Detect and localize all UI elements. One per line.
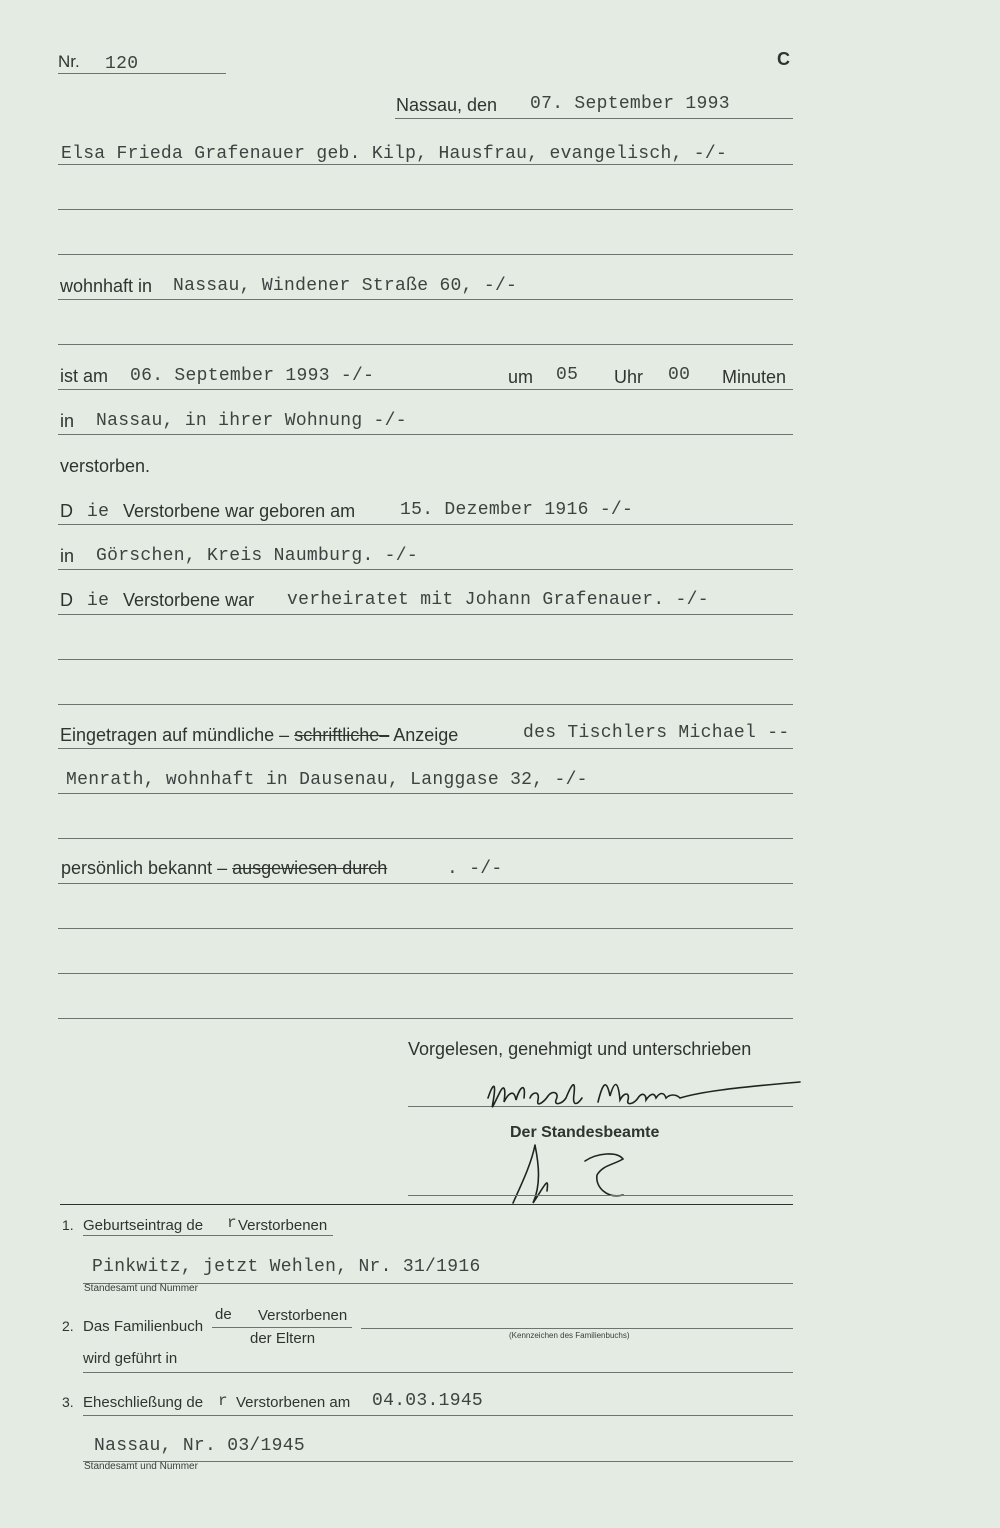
footnote-3-label: Eheschließung de (83, 1394, 204, 1411)
informant-underline (58, 793, 793, 794)
nr-label: Nr. (58, 52, 80, 71)
marital-label: Verstorbene war (123, 590, 255, 610)
struck-option: ausgewiesen durch (232, 858, 388, 878)
footnote-3-label-b: Verstorbenen am (236, 1394, 351, 1411)
footnote-1-number: 1. (62, 1217, 74, 1233)
footnote-2-label: Das Familienbuch (83, 1318, 204, 1335)
birth-label: Verstorbene war geboren am (123, 501, 356, 521)
struck-option: schriftliche– (294, 725, 390, 745)
footnote-2-option-parents: der Eltern (250, 1330, 316, 1347)
footnote-3-number: 3. (62, 1394, 74, 1410)
footnote-2-sub: (Kennzeichen des Familienbuchs) (509, 1331, 630, 1340)
birth-place-value: Görschen, Kreis Naumburg. -/- (96, 546, 418, 566)
footnote-1-fill: r (227, 1214, 237, 1232)
familienbuch-divider (212, 1327, 352, 1328)
familienbuch-id-line (361, 1328, 793, 1329)
nr-value: 120 (105, 54, 139, 74)
death-minute: 00 (668, 365, 691, 385)
marital-d-label: D (60, 590, 73, 610)
footnote-3-sub: Standesamt und Nummer (84, 1461, 198, 1472)
form-letter: C (777, 49, 790, 69)
identification-underline (58, 883, 793, 884)
footnote-1-label: Geburtseintrag de (83, 1217, 204, 1234)
birth-register-entry: Pinkwitz, jetzt Wehlen, Nr. 31/1916 (92, 1257, 481, 1277)
blank-line (58, 254, 793, 255)
identification-value: . -/- (447, 859, 503, 879)
name-underline (58, 164, 793, 165)
um-label: um (508, 367, 534, 387)
birth-ie-fill: ie (87, 502, 110, 522)
marriage-register-entry: Nassau, Nr. 03/1945 (94, 1436, 305, 1456)
informant-signature (470, 1068, 810, 1128)
section-divider (60, 1204, 793, 1205)
death-date-label: ist am (60, 366, 109, 386)
birth-place-label: in (60, 546, 75, 566)
registrar-label: Der Standesbeamte (510, 1124, 660, 1141)
footnote-2-number: 2. (62, 1318, 74, 1334)
blank-line (58, 838, 793, 839)
registrar-signature (505, 1135, 645, 1210)
blank-line (58, 209, 793, 210)
footnote-3-fill: r (218, 1392, 228, 1410)
blank-line (58, 928, 793, 929)
uhr-label: Uhr (614, 367, 644, 387)
footnote-3-label-underline (83, 1415, 793, 1416)
residence-label: wohnhaft in (60, 276, 153, 296)
record-date: 07. September 1993 (530, 94, 730, 114)
read-approved-label: Vorgelesen, genehmigt und unterschrieben (408, 1039, 752, 1059)
birth-place-underline (58, 569, 793, 570)
informant-line-2: Menrath, wohnhaft in Dausenau, Langgase 32, -/- (66, 770, 588, 790)
blank-line (58, 344, 793, 345)
birth-underline (58, 524, 793, 525)
verstorben-label: verstorben. (60, 456, 151, 476)
deceased-name: Elsa Frieda Grafenauer geb. Kilp, Hausfrau, evangelisch, -/- (61, 144, 728, 164)
registration-label: Eingetragen auf mündliche – schriftliche– Anzeige (60, 725, 459, 745)
footnote-1-label-b: Verstorbenen (238, 1217, 328, 1234)
footnote-2-de: de (215, 1306, 232, 1323)
death-place-underline (58, 434, 793, 435)
blank-line (58, 1018, 793, 1019)
registrar-signature-line (408, 1195, 793, 1196)
birth-d-label: D (60, 501, 73, 521)
blank-line (58, 659, 793, 660)
date-underline (395, 118, 793, 119)
death-date-underline (58, 389, 793, 390)
marital-value: verheiratet mit Johann Grafenauer. -/- (287, 590, 709, 610)
place-label: Nassau, den (396, 95, 498, 115)
footnote-1-sub: Standesamt und Nummer (84, 1283, 198, 1294)
death-place-label: in (60, 411, 75, 431)
birth-date-value: 15. Dezember 1916 -/- (400, 500, 634, 520)
death-place-value: Nassau, in ihrer Wohnung -/- (96, 411, 407, 431)
footnote-2-option-deceased: Verstorbenen (258, 1307, 348, 1324)
marital-underline (58, 614, 793, 615)
footnote-2-label-b: wird geführt in (83, 1350, 178, 1367)
informant-line-1: des Tischlers Michael -- (523, 723, 790, 743)
residence-underline (58, 299, 793, 300)
death-hour: 05 (556, 365, 579, 385)
death-date-value: 06. September 1993 -/- (130, 366, 375, 386)
registration-underline (58, 748, 793, 749)
marital-ie-fill: ie (87, 591, 110, 611)
blank-line (58, 973, 793, 974)
residence-value: Nassau, Windener Straße 60, -/- (173, 276, 518, 296)
blank-line (58, 704, 793, 705)
identification-label: persönlich bekannt – ausgewiesen durch (61, 858, 388, 878)
footnote-2-underline (83, 1372, 793, 1373)
footnote-1-label-underline (83, 1235, 333, 1236)
marriage-date: 04.03.1945 (372, 1391, 484, 1411)
nr-underline (58, 73, 226, 74)
minuten-label: Minuten (722, 367, 787, 387)
